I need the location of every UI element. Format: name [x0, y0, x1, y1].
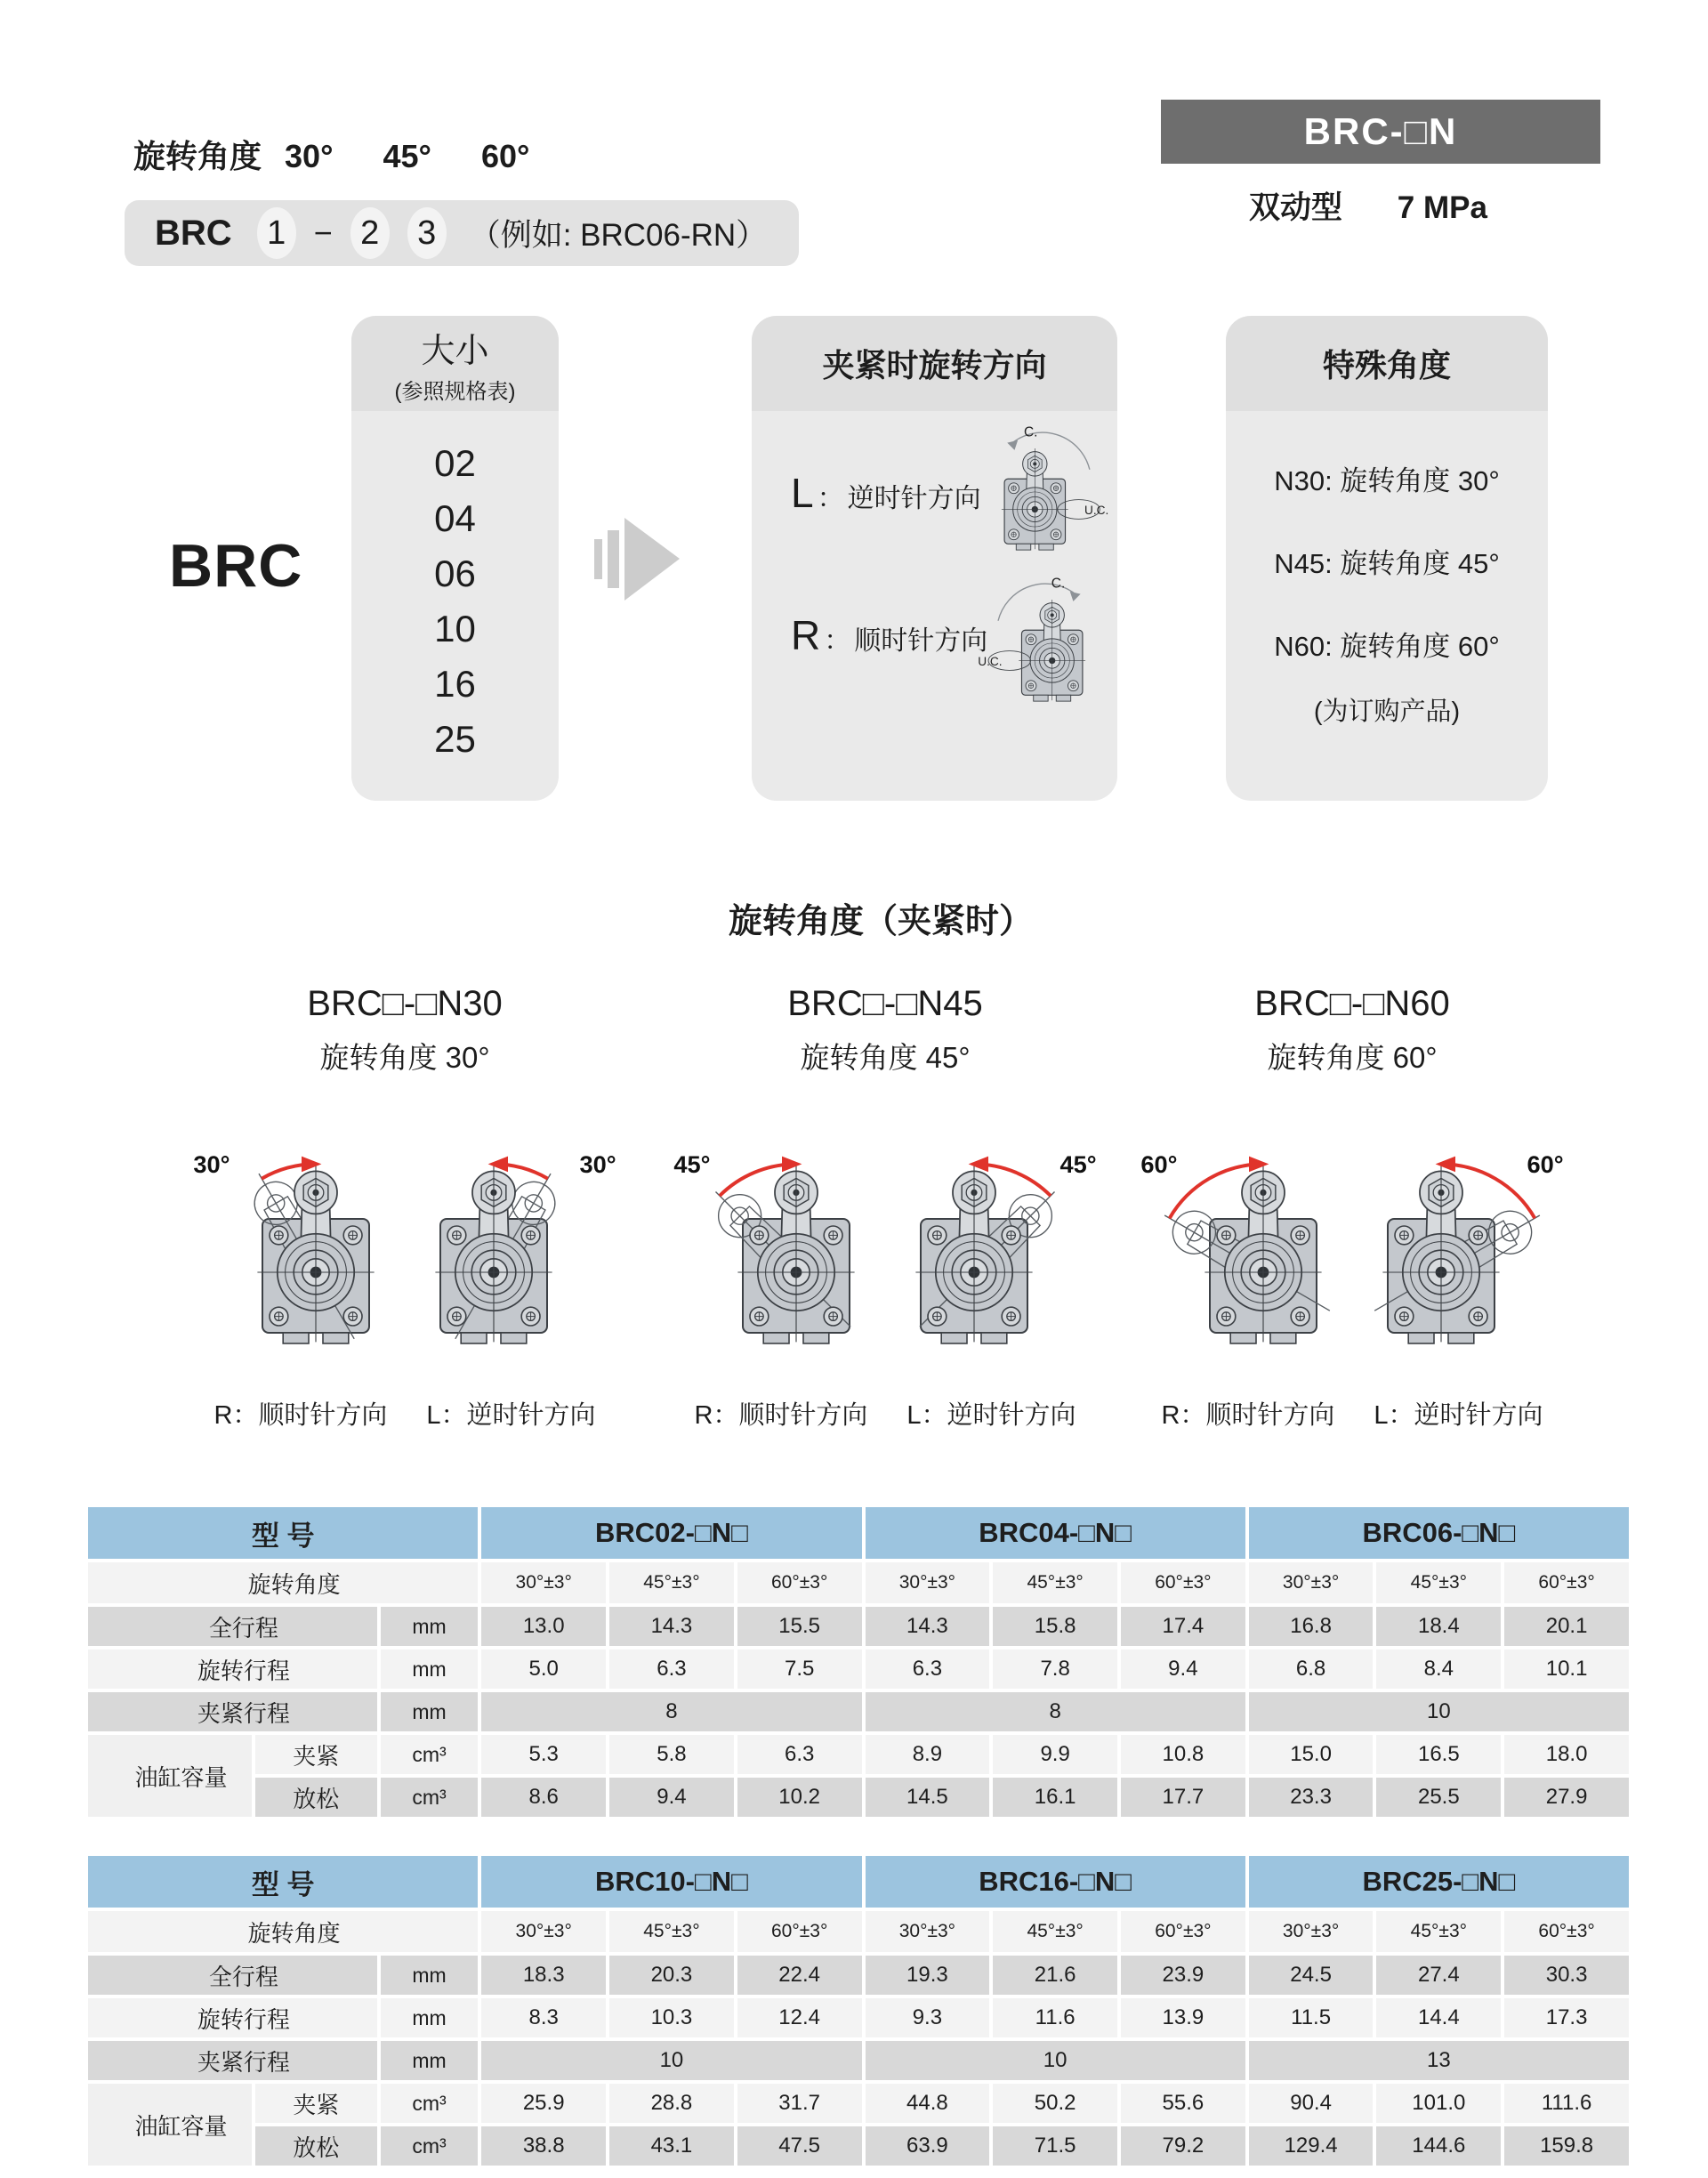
unit-cell: cm³: [381, 1735, 479, 1774]
value-cell: 17.7: [1121, 1778, 1245, 1817]
special-angle-item: N30: 旋转角度 30°: [1274, 465, 1500, 496]
unit-cell: cm³: [381, 2126, 479, 2166]
value-cell: 25.5: [1376, 1778, 1501, 1817]
value-cell: 43.1: [609, 2126, 734, 2166]
merged-value-cell: 8: [866, 1692, 1245, 1731]
group-captions: [200, 1395, 609, 1432]
value-cell: 8.3: [481, 1998, 606, 2037]
table-row: [88, 1998, 1629, 2037]
direction-option-l: L ： 逆时针方向: [791, 470, 981, 516]
table-row: [88, 2041, 1629, 2080]
group-label: 油缸容量: [88, 2084, 252, 2166]
angle-cell: 60°±3°: [737, 1911, 862, 1952]
value-cell: 16.8: [1249, 1607, 1374, 1646]
model-header: BRC25-□N□: [1249, 1856, 1629, 1908]
svg-text:C.: C.: [1051, 576, 1066, 592]
row-label: 旋转角度: [88, 1911, 478, 1952]
angle-section-title: 旋转角度（夹紧时）: [728, 903, 1033, 940]
group-captions: [1148, 1395, 1557, 1432]
value-cell: 15.8: [993, 1607, 1117, 1646]
mini-clamp-diagram: [970, 421, 1110, 565]
model-code-position-2: 2: [350, 207, 390, 259]
value-cell: 9.4: [1121, 1650, 1245, 1689]
model-code-position-1: 1: [257, 207, 296, 259]
value-cell: 22.4: [737, 1956, 862, 1995]
value-cell: 44.8: [866, 2084, 990, 2123]
row-label: 夹紧行程: [88, 1692, 377, 1731]
angle-cell: 30°±3°: [1249, 1911, 1374, 1952]
angle-cell: 45°±3°: [993, 1911, 1117, 1952]
clamp-diagram-pair: [673, 1098, 1097, 1379]
value-cell: 19.3: [866, 1956, 990, 1995]
sub-label: 放松: [255, 1778, 377, 1817]
merged-value-cell: 10: [481, 2041, 861, 2080]
group-model-label: BRC□-□N60: [1254, 984, 1450, 1023]
group-angle-label: 旋转角度 30°: [319, 1041, 490, 1074]
type-pressure-line: [1249, 183, 1487, 228]
size-panel-title: 大小: [421, 332, 489, 370]
rotation-angles-note: [133, 132, 570, 177]
value-cell: 18.0: [1504, 1735, 1629, 1774]
angle-cell: 30°±3°: [1249, 1562, 1374, 1603]
value-cell: 14.3: [609, 1607, 734, 1646]
model-header: BRC02-□N□: [481, 1507, 861, 1559]
value-cell: 16.1: [993, 1778, 1117, 1817]
clamp-diagram: [672, 1098, 1099, 1375]
angle-cell: 30°±3°: [481, 1562, 606, 1603]
value-cell: 111.6: [1504, 2084, 1629, 2123]
value-cell: 6.8: [1249, 1650, 1374, 1689]
unit-cell: cm³: [381, 1778, 479, 1817]
value-cell: 16.5: [1376, 1735, 1501, 1774]
svg-text:60°: 60°: [1527, 1150, 1564, 1178]
rotation-note-label: 旋转角度: [133, 138, 262, 174]
spec-table: [85, 1852, 1632, 2169]
table-row: [88, 1735, 1629, 1774]
value-cell: 13.0: [481, 1607, 606, 1646]
table-row: [88, 1778, 1629, 1817]
angle-group-n30: [193, 984, 616, 1432]
angle-cell: 45°±3°: [609, 1562, 734, 1603]
angle-group-n45: [673, 984, 1097, 1432]
svg-text:60°: 60°: [1140, 1150, 1178, 1178]
value-cell: 14.4: [1376, 1998, 1501, 2037]
angle-cell: 30°±3°: [866, 1911, 990, 1952]
value-cell: 5.0: [481, 1650, 606, 1689]
model-header: BRC16-□N□: [866, 1856, 1245, 1908]
model-code-box: [125, 200, 799, 266]
special-angle-item: N60: 旋转角度 60°: [1274, 631, 1500, 662]
group-captions: [681, 1395, 1090, 1432]
size-panel: [351, 316, 559, 801]
model-code-example: （例如: BRC06-RN）: [469, 218, 768, 253]
angle-cell: 60°±3°: [1504, 1562, 1629, 1603]
spec-table-small-sizes: [85, 1504, 1632, 1820]
rotation-note-angle: 45°: [383, 138, 431, 174]
flow-arrow-icon: [594, 518, 683, 601]
value-cell: 14.5: [866, 1778, 990, 1817]
group-label: 油缸容量: [88, 1735, 252, 1817]
caption-clockwise: R：顺时针方向: [1161, 1401, 1335, 1430]
direction-panel-header: [752, 316, 1117, 411]
unit-cell: mm: [381, 1998, 479, 2037]
row-label: 旋转行程: [88, 1998, 377, 2037]
value-cell: 90.4: [1249, 2084, 1374, 2123]
value-cell: 129.4: [1249, 2126, 1374, 2166]
value-cell: 101.0: [1376, 2084, 1501, 2123]
value-cell: 18.3: [481, 1956, 606, 1995]
svg-text:U.C.: U.C.: [978, 654, 1003, 668]
angle-header-row: [88, 1911, 1629, 1952]
value-cell: 11.6: [993, 1998, 1117, 2037]
svg-text:45°: 45°: [673, 1150, 711, 1178]
table-header-row: [88, 1507, 1629, 1559]
rotation-note-angle: 60°: [480, 138, 530, 174]
clamp-diagram-pair: [1140, 1098, 1564, 1379]
row-label: 夹紧行程: [88, 2041, 377, 2080]
model-code-position-3: 3: [407, 207, 447, 259]
model-column-header: 型 号: [88, 1856, 478, 1908]
direction-panel: [752, 316, 1117, 801]
value-cell: 25.9: [481, 2084, 606, 2123]
value-cell: 23.3: [1249, 1778, 1374, 1817]
size-option: 10: [434, 608, 476, 649]
value-cell: 9.4: [609, 1778, 734, 1817]
merged-value-cell: 13: [1249, 2041, 1629, 2080]
size-panel-subtitle: (参照规格表): [394, 379, 516, 404]
row-label: 全行程: [88, 1956, 377, 1995]
value-cell: 47.5: [737, 2126, 862, 2166]
angle-cell: 60°±3°: [1121, 1911, 1245, 1952]
svg-text:30°: 30°: [579, 1150, 616, 1178]
special-panel-header: [1226, 316, 1548, 411]
direction-code: R: [791, 612, 821, 658]
direction-code: L: [791, 470, 814, 516]
special-angle-item: N45: 旋转角度 45°: [1274, 548, 1500, 579]
svg-text:C.: C.: [1023, 424, 1038, 440]
model-header: BRC04-□N□: [866, 1507, 1245, 1559]
size-option: 06: [434, 553, 476, 594]
value-cell: 6.3: [737, 1735, 862, 1774]
value-cell: 38.8: [481, 2126, 606, 2166]
group-angle-label: 旋转角度 60°: [1267, 1041, 1438, 1074]
direction-desc: 逆时针方向: [847, 484, 981, 513]
value-cell: 20.1: [1504, 1607, 1629, 1646]
unit-cell: mm: [381, 1650, 479, 1689]
value-cell: 55.6: [1121, 2084, 1245, 2123]
unit-cell: mm: [381, 1956, 479, 1995]
special-panel-note: (为订购产品): [1313, 698, 1461, 726]
value-cell: 23.9: [1121, 1956, 1245, 1995]
special-panel-title: 特殊角度: [1322, 347, 1451, 383]
mini-clamp-figure-r: [977, 572, 1117, 721]
angle-cell: 60°±3°: [1121, 1562, 1245, 1603]
value-cell: 21.6: [993, 1956, 1117, 1995]
angle-cell: 45°±3°: [1376, 1911, 1501, 1952]
spec-table: [85, 1504, 1632, 1820]
direction-panel-title: 夹紧时旋转方向: [822, 347, 1047, 383]
angle-cell: 45°±3°: [993, 1562, 1117, 1603]
sub-label: 夹紧: [255, 1735, 377, 1774]
value-cell: 6.3: [866, 1650, 990, 1689]
model-header: BRC06-□N□: [1249, 1507, 1629, 1559]
row-label: 全行程: [88, 1607, 377, 1646]
direction-option-r: R ： 顺时针方向: [791, 612, 988, 658]
table-row: [88, 1650, 1629, 1689]
value-cell: 10.8: [1121, 1735, 1245, 1774]
table-row: [88, 2084, 1629, 2123]
value-cell: 18.4: [1376, 1607, 1501, 1646]
value-cell: 9.9: [993, 1735, 1117, 1774]
value-cell: 14.3: [866, 1607, 990, 1646]
clamp-diagram-pair: [193, 1098, 616, 1379]
merged-value-cell: 8: [481, 1692, 861, 1731]
value-cell: 27.9: [1504, 1778, 1629, 1817]
value-cell: 31.7: [737, 2084, 862, 2123]
angle-cell: 30°±3°: [866, 1562, 990, 1603]
caption-counterclockwise: L：逆时针方向: [1374, 1401, 1543, 1430]
acting-type-label: 双动型: [1249, 190, 1343, 225]
special-angle-panel: [1226, 316, 1548, 801]
value-cell: 12.4: [737, 1998, 862, 2037]
value-cell: 15.5: [737, 1607, 862, 1646]
unit-cell: cm³: [381, 2084, 479, 2123]
value-cell: 11.5: [1249, 1998, 1374, 2037]
table-row: [88, 2126, 1629, 2166]
group-model-label: BRC□-□N45: [787, 984, 983, 1023]
value-cell: 10.1: [1504, 1650, 1629, 1689]
value-cell: 28.8: [609, 2084, 734, 2123]
value-cell: 17.4: [1121, 1607, 1245, 1646]
spec-table-large-sizes: [85, 1852, 1632, 2169]
value-cell: 9.3: [866, 1998, 990, 2037]
model-column-header: 型 号: [88, 1507, 478, 1559]
size-option-list: [351, 436, 559, 767]
angle-cell: 45°±3°: [609, 1911, 734, 1952]
value-cell: 7.5: [737, 1650, 862, 1689]
svg-text:30°: 30°: [193, 1150, 230, 1178]
mini-clamp-diagram: [977, 572, 1117, 716]
table-row: [88, 1607, 1629, 1646]
value-cell: 15.0: [1249, 1735, 1374, 1774]
clamp-diagram: [191, 1098, 618, 1375]
merged-value-cell: 10: [1249, 1692, 1629, 1731]
size-option: 25: [434, 718, 476, 760]
angle-cell: 30°±3°: [481, 1911, 606, 1952]
value-cell: 5.8: [609, 1735, 734, 1774]
value-cell: 79.2: [1121, 2126, 1245, 2166]
series-banner: BRC-□N: [1161, 100, 1600, 164]
mini-clamp-figure-l: [970, 421, 1110, 569]
unit-cell: mm: [381, 2041, 479, 2080]
special-angle-list: [1226, 440, 1548, 688]
caption-counterclockwise: L：逆时针方向: [906, 1401, 1076, 1430]
size-option: 02: [434, 442, 476, 484]
model-code-separator: −: [313, 214, 333, 251]
table-header-row: [88, 1856, 1629, 1908]
caption-clockwise: R：顺时针方向: [694, 1401, 868, 1430]
value-cell: 159.8: [1504, 2126, 1629, 2166]
svg-text:U.C.: U.C.: [1084, 503, 1109, 517]
rotation-note-angle: 30°: [285, 138, 334, 174]
merged-value-cell: 10: [866, 2041, 1245, 2080]
value-cell: 7.8: [993, 1650, 1117, 1689]
value-cell: 13.9: [1121, 1998, 1245, 2037]
value-cell: 8.6: [481, 1778, 606, 1817]
table-row: [88, 1692, 1629, 1731]
value-cell: 5.3: [481, 1735, 606, 1774]
model-code-prefix: BRC: [155, 213, 232, 253]
row-label: 旋转行程: [88, 1650, 377, 1689]
angle-cell: 60°±3°: [1504, 1911, 1629, 1952]
angle-header-row: [88, 1562, 1629, 1603]
group-angle-label: 旋转角度 45°: [800, 1041, 971, 1074]
value-cell: 24.5: [1249, 1956, 1374, 1995]
direction-desc: 顺时针方向: [854, 626, 988, 656]
size-option: 16: [434, 663, 476, 705]
angle-cell: 45°±3°: [1376, 1562, 1501, 1603]
clamp-diagram: [1139, 1098, 1566, 1375]
value-cell: 6.3: [609, 1650, 734, 1689]
value-cell: 144.6: [1376, 2126, 1501, 2166]
value-cell: 8.9: [866, 1735, 990, 1774]
caption-clockwise: R：顺时针方向: [214, 1401, 388, 1430]
svg-text:45°: 45°: [1059, 1150, 1097, 1178]
value-cell: 30.3: [1504, 1956, 1629, 1995]
angle-group-n60: [1140, 984, 1564, 1432]
model-header: BRC10-□N□: [481, 1856, 861, 1908]
value-cell: 8.4: [1376, 1650, 1501, 1689]
value-cell: 71.5: [993, 2126, 1117, 2166]
pressure-label: 7 MPa: [1397, 190, 1487, 225]
value-cell: 27.4: [1376, 1956, 1501, 1995]
table-row: [88, 1956, 1629, 1995]
unit-cell: mm: [381, 1607, 479, 1646]
sub-label: 夹紧: [255, 2084, 377, 2123]
sub-label: 放松: [255, 2126, 377, 2166]
angle-cell: 60°±3°: [737, 1562, 862, 1603]
value-cell: 17.3: [1504, 1998, 1629, 2037]
series-root-label: BRC: [169, 532, 303, 600]
size-panel-header: [351, 316, 559, 411]
row-label: 旋转角度: [88, 1562, 478, 1603]
value-cell: 50.2: [993, 2084, 1117, 2123]
unit-cell: mm: [381, 1692, 479, 1731]
value-cell: 63.9: [866, 2126, 990, 2166]
value-cell: 20.3: [609, 1956, 734, 1995]
group-model-label: BRC□-□N30: [307, 984, 503, 1023]
size-option: 04: [434, 497, 476, 539]
caption-counterclockwise: L：逆时针方向: [426, 1401, 596, 1430]
value-cell: 10.2: [737, 1778, 862, 1817]
value-cell: 10.3: [609, 1998, 734, 2037]
